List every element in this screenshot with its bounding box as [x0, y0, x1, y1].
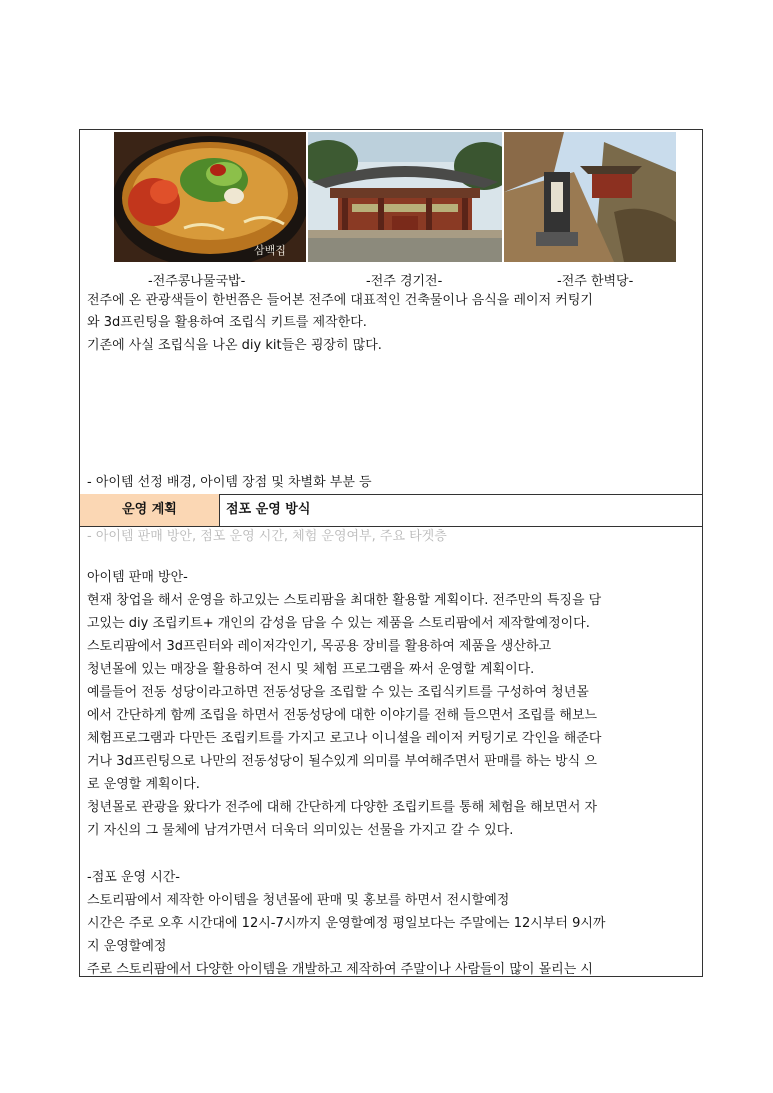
section-hint: - 아이템 판매 방안, 점포 운영 시간, 체험 운영여부, 주요 타겟층: [87, 529, 447, 544]
sales-line: 현재 창업을 해서 운영을 하고있는 스토리팜을 최대한 활용할 계획이다. 전주만의 특징을 담: [87, 593, 602, 608]
operation-plan-header: [80, 494, 702, 527]
hanbyeokdang-photo: [504, 132, 676, 262]
intro-line-3: 기존에 사실 조립식을 나온 diy kit들은 굉장히 많다.: [87, 338, 382, 353]
hours-line: 시간은 주로 오후 시간대에 12시-7시까지 운영할예정 평일보다는 주말에는 12시부터 9시까: [87, 916, 606, 931]
sales-heading: 아이템 판매 방안-: [87, 570, 188, 585]
document-table: [79, 129, 703, 977]
sales-line: 청년몰로 관광을 왔다가 전주에 대해 간단하게 다양한 조립키트를 통해 체험을 해보면서 자: [87, 800, 598, 815]
item-note: - 아이템 선정 배경, 아이템 장점 및 차별화 부분 등: [87, 475, 372, 490]
sales-line: 스토리팜에서 3d프린터와 레이저각인기, 목공용 장비를 활용하여 제품을 생산하고: [87, 639, 551, 654]
sales-line: 청년몰에 있는 매장을 활용하여 전시 및 체험 프로그램을 짜서 운영할 계획이다.: [87, 662, 535, 677]
gyeonggijeon-photo: [308, 132, 502, 262]
soup-photo: [114, 132, 306, 262]
sales-line: 체험프로그램과 다만든 조립키트를 가지고 로고나 이니셜을 레이저 커팅기로 각인을 해준다: [87, 731, 602, 746]
sales-line: 거나 3d프린팅으로 나만의 전동성당이 될수있게 의미를 부여해주면서 판매를 하는 방식 으: [87, 754, 597, 769]
section-label: 운영 계획: [80, 494, 220, 526]
sales-line: 예를들어 전동 성당이라고하면 전동성당을 조립할 수 있는 조립식키트를 구성하여 청년몰: [87, 685, 589, 700]
caption-soup: -전주콩나물국밥-: [148, 274, 246, 289]
sales-line: 로 운영할 계획이다.: [87, 777, 200, 792]
soup-watermark: 삼백집: [254, 244, 286, 257]
sales-line: 고있는 diy 조립키트+ 개인의 감성을 담을 수 있는 제품을 스토리팜에서 제작할예정이다.: [87, 616, 590, 631]
sales-line: 기 자신의 그 물체에 남겨가면서 더욱더 의미있는 선물을 가지고 갈 수 있다.: [87, 823, 514, 838]
sales-line: 에서 간단하게 함께 조립을 하면서 전동성당에 대한 이야기를 전해 들으면서 조립를 해보느: [87, 708, 598, 723]
section-title: 점포 운영 방식: [226, 502, 311, 517]
item-description-cell: [80, 130, 702, 495]
caption-hanbyeokdang: -전주 한벽당-: [557, 274, 634, 289]
intro-line-2: 와 3d프린팅을 활용하여 조립식 키트를 제작한다.: [87, 315, 367, 330]
hours-line: 주로 스토리팜에서 다양한 아이템을 개발하고 제작하여 주말이나 사람들이 많이 몰리는 시: [87, 962, 593, 977]
hours-heading: -점포 운영 시간-: [87, 870, 180, 885]
hours-line: 스토리팜에서 제작한 아이템을 청년몰에 판매 및 홍보를 하면서 전시할예정: [87, 893, 510, 908]
intro-line-1: 전주에 온 관광색들이 한번쯤은 들어본 전주에 대표적인 건축물이나 음식을 레이저 커팅기: [87, 293, 593, 308]
operation-plan-body: [80, 527, 702, 977]
caption-gyeonggijeon: -전주 경기전-: [366, 274, 443, 289]
hours-line: 지 운영할예정: [87, 939, 167, 954]
